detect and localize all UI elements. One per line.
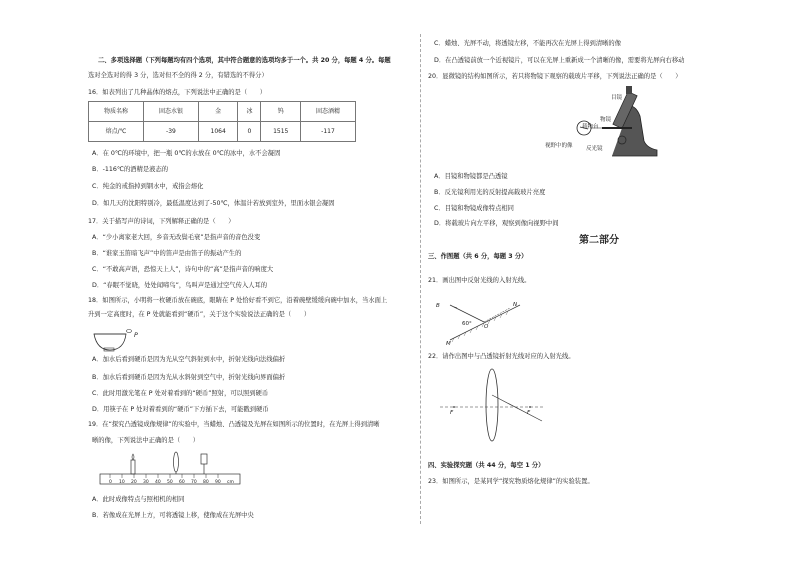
- ruler-label: 30: [143, 480, 149, 485]
- ruler-label: cm: [227, 480, 234, 485]
- ruler-label: 70: [191, 480, 197, 485]
- ruler-label: 80: [203, 480, 209, 485]
- objective-label: 物镜: [600, 117, 612, 123]
- q18-option-b: B．加水后看到硬币是因为光从水斜射到空气中，折射光线向界面偏折: [92, 374, 286, 381]
- q20-option-a: A．目镜和物镜都是凸透镜: [434, 173, 508, 180]
- section3-heading: 三、作图题（共 6 分，每题 3 分）: [428, 253, 528, 260]
- q16-stem: 16．如表列出了几种晶体的熔点，下列说法中正确的是（ ）: [88, 89, 267, 96]
- table-header-cell: 固态酒精: [300, 102, 355, 122]
- q20-option-b: B．反光镜利用光的反射提高载玻片亮度: [434, 189, 546, 196]
- q17-stem: 17．关于描写声的诗词，下列解释正确的是（ ）: [88, 218, 235, 225]
- view-image-label: 视野中的像: [545, 143, 573, 149]
- mirror-label: 反光镜: [586, 146, 603, 152]
- q23-stem: 23．如图所示，是某同学“探究物质熔化规律”的实验装置。: [428, 478, 594, 485]
- q16-option-c: C．纯金的戒指掉到钢水中，戒指会熔化: [92, 183, 204, 190]
- ruler-label: 60: [179, 480, 185, 485]
- table-row-label: 熔点/℃: [89, 122, 144, 142]
- angle-label: 60°: [462, 321, 472, 327]
- q19-option-a: A．此时成像特点与照相机的相同: [92, 496, 185, 503]
- table-header-row: [89, 102, 356, 122]
- point-m-label: M: [446, 341, 451, 347]
- q20-stem: 20．显微镜的结构如图所示，若只将物镜下观察的载玻片平移，下列说法正确的是（ ）: [428, 73, 682, 80]
- q20-option-c: C．目镜和物镜成像特点相同: [434, 205, 514, 212]
- q16-option-b: B．-116℃的酒精是液态的: [92, 166, 169, 173]
- q18-stem-cont: 升到一定高度时，在 P 处就能看到“硬币”，关于这个实验说法正确的是（ ）: [88, 311, 311, 318]
- point-p-label: P: [134, 332, 138, 339]
- table-header-cell: 物质名称: [89, 102, 144, 122]
- ruler-label: 40: [155, 480, 161, 485]
- point-b-label: B: [436, 303, 440, 309]
- column-divider: [420, 34, 421, 524]
- point-n-label: N: [513, 302, 518, 308]
- table-header-cell: 冰: [238, 102, 261, 122]
- focus-right-label: F: [527, 410, 531, 416]
- ruler-label: 50: [167, 480, 173, 485]
- q17-option-b: B．“谁家玉笛暗飞声”中的笛声是由笛子的振动产生的: [92, 250, 242, 257]
- table-cell: 1515: [261, 122, 300, 142]
- table-cell: -39: [143, 122, 198, 142]
- q16-option-d: D．如几天的沈阳特别冷，最低温度达到了-50℃，体温计若放到室外，里面水银会凝固: [92, 200, 335, 207]
- q18-option-a: A．加水后看到硬币是因为光从空气斜射到水中，折射光线向法线偏折: [92, 356, 286, 363]
- q19-option-d: D．在凸透镜前放一个近视镜片，可以在光屏上重新成一个清晰的像，需要将光屏向右移动: [434, 57, 685, 64]
- table-cell: -117: [300, 122, 355, 142]
- q19-option-c: C．蜡烛、光屏不动，将透镜左移，不能再次在光屏上得到清晰的像: [434, 40, 622, 47]
- focus-left-label: F: [450, 410, 454, 416]
- q16-option-a: A．在 0℃的环境中，把一瓶 0℃的水放在 0℃的冰中，水不会凝固: [92, 150, 281, 157]
- section2-heading: 二、多项选择题（下列每题均有四个选项，其中符合题意的选项均多于一个。共 20 分，每题 4 分。每题: [98, 57, 391, 64]
- q19-stem-cont: 晰的像，下列说法中正确的是（ ）: [92, 437, 200, 444]
- table-cell: 0: [238, 122, 261, 142]
- q17-option-c: C．“不敢高声语，恐惊天上人”，诗句中的“高”是指声音的响度大: [92, 266, 274, 273]
- section2-heading-cont: 选对全选对的得 3 分，选对但不全的得 2 分，有错选的不得分）: [88, 72, 268, 79]
- q18-option-d: D．用筷子在 P 处对着看到的“硬币”下方插下去，可能戳到硬币: [92, 406, 269, 413]
- q17-option-a: A．“少小离家老大回，乡音无改鬓毛衰”是指声音的音色没变: [92, 234, 261, 241]
- q22-stem: 22．请作出图中与凸透镜折射光线对应的入射光线。: [428, 353, 575, 360]
- table-header-cell: 金: [198, 102, 237, 122]
- ruler-label: 90: [215, 480, 221, 485]
- q17-option-d: D．“春眠不觉晓，处处闻啼鸟”，鸟叫声是通过空气传入人耳的: [92, 282, 268, 289]
- q20-option-d: D．将载玻片向左平移，观察到像向视野中间: [434, 220, 559, 227]
- ruler-label: 10: [119, 480, 125, 485]
- table-row: [89, 122, 356, 142]
- point-o-label: O: [484, 324, 489, 330]
- section4-heading: 四、实验探究题（共 44 分，每空 1 分）: [428, 462, 545, 469]
- lens-figure: [440, 365, 550, 445]
- q18-option-c: C．此时用激光笔在 P 处对着看到的“硬币”照射，可以照到硬币: [92, 390, 269, 397]
- melting-point-table: [88, 101, 356, 142]
- ruler-label: 20: [131, 480, 137, 485]
- ruler-label: 0: [109, 480, 112, 485]
- q18-stem: 18．如图所示，小明将一枚硬币放在碗底，眼睛在 P 处恰好看不到它，沿着碗壁缓缓向碗中加水，当水面上: [88, 297, 388, 304]
- table-header-cell: 钨: [261, 102, 300, 122]
- q21-stem: 21．画出图中反射光线的入射光线。: [428, 277, 531, 284]
- q19-stem: 19．在“探究凸透镜成像规律”的实验中，当蜡烛、凸透镜及光屏在如图所示的位置时，在光屏上得到清晰: [88, 421, 380, 428]
- part2-heading: 第二部分: [579, 235, 619, 246]
- table-header-cell: 固态水银: [143, 102, 198, 122]
- eyepiece-label: 目镜: [611, 95, 623, 101]
- table-cell: 1064: [198, 122, 237, 142]
- stage-label: 载物台: [582, 124, 599, 130]
- q19-option-b: B．若像成在光屏上方，可将透镜上移，使像成在光屏中央: [92, 512, 254, 519]
